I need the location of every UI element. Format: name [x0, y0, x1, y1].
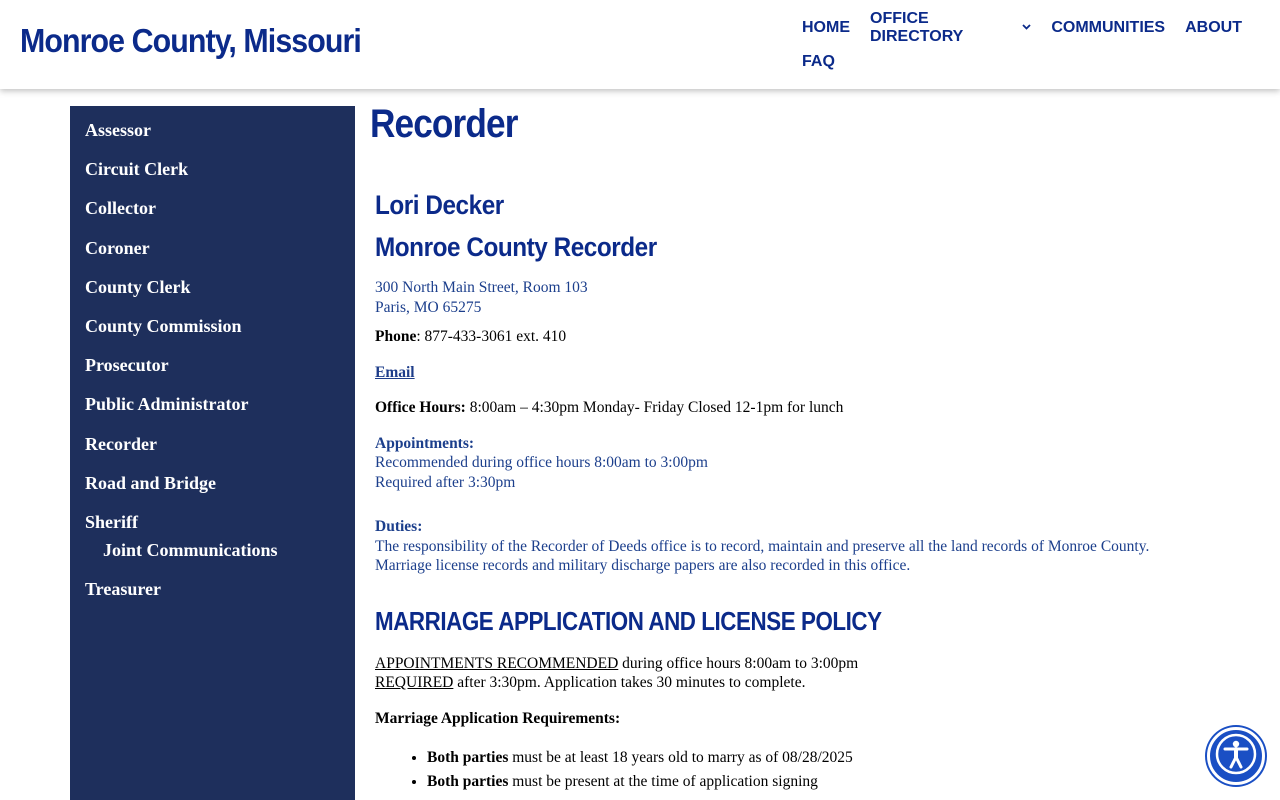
chevron-down-icon [1022, 22, 1031, 33]
sidebar-item-public-administrator[interactable]: Public Administrator [85, 394, 249, 415]
policy-appointments-text: during office hours 8:00am to 3:00pm [618, 654, 859, 672]
sidebar-subitem-joint-communications[interactable]: Joint Communications [103, 539, 278, 560]
office-hours-line [375, 398, 1150, 418]
email-link[interactable]: Email [375, 363, 415, 381]
sidebar-item-prosecutor[interactable]: Prosecutor [85, 355, 169, 376]
duties-text: The responsibility of the Recorder of Deeds office is to record, maintain and preserve all the land records of Monroe County. Marriage license records and military discharge papers are also recorded in this office. [375, 537, 1150, 574]
office-list [70, 106, 355, 616]
sidebar-item-sheriff[interactable]: Sheriff [85, 511, 138, 532]
appointments-label: Appointments: [375, 434, 475, 452]
address-line-2: Paris, MO 65275 [375, 298, 482, 316]
policy-heading: MARRIAGE APPLICATION AND LICENSE POLICY [375, 605, 882, 636]
nav-office-directory-label: OFFICE DIRECTORY [870, 10, 964, 45]
requirements-label: Marriage Application Requirements: [375, 709, 621, 727]
official-role: Monroe County Recorder [375, 232, 657, 262]
accessibility-button[interactable] [1207, 727, 1265, 785]
appointments-line-2: Required after 3:30pm [375, 473, 516, 491]
office-hours-label: Office Hours: [375, 399, 466, 416]
accessibility-icon [1214, 732, 1258, 781]
nav-home[interactable]: HOME [802, 19, 850, 36]
nav-office-directory[interactable] [870, 10, 1031, 46]
site-title-link[interactable]: Monroe County, Missouri [20, 22, 361, 59]
sidebar-item-coroner[interactable]: Coroner [85, 237, 150, 258]
nav-faq[interactable]: FAQ [802, 53, 835, 70]
nav-communities[interactable]: COMMUNITIES [1051, 19, 1166, 36]
sidebar-item-assessor[interactable]: Assessor [85, 120, 151, 140]
main-content [370, 100, 1150, 794]
policy-appointments-line [375, 654, 1150, 674]
list-item: • Both parties must be at least 18 years old to marry as of 08/28/2025 [427, 746, 1150, 770]
official-name: Lori Decker [375, 190, 504, 220]
office-content [370, 147, 1150, 794]
office-hours-value: 8:00am – 4:30pm Monday- Friday Closed 12-1pm for lunch [465, 399, 844, 416]
page-title: Recorder [370, 102, 518, 146]
phone-value: : 877-433-3061 ext. 410 [416, 328, 567, 345]
sidebar-item-road-and-bridge[interactable]: Road and Bridge [85, 472, 217, 493]
sidebar-item-county-commission[interactable]: County Commission [85, 315, 242, 336]
sidebar-item-county-clerk[interactable]: County Clerk [85, 276, 191, 297]
policy-required-line [375, 673, 1150, 693]
appointments-line-1: Recommended during office hours 8:00am to 3:00pm [375, 454, 708, 471]
requirements-list [375, 746, 1150, 794]
phone-label: Phone [375, 328, 417, 345]
sidebar-item-circuit-clerk[interactable]: Circuit Clerk [85, 159, 189, 180]
office-sidebar [70, 106, 355, 800]
policy-appointments-label: APPOINTMENTS RECOMMENDED [375, 654, 619, 672]
list-item: • Both parties must be present at the time of application signing [427, 770, 1150, 794]
main-nav [802, 10, 1262, 84]
policy-required-label: REQUIRED [375, 674, 454, 691]
duties-label: Duties: [375, 518, 423, 535]
policy-required-text: after 3:30pm. Application takes 30 minutes to complete. [453, 674, 806, 691]
sidebar-item-recorder[interactable]: Recorder [85, 433, 157, 454]
sidebar-item-collector[interactable]: Collector [85, 198, 156, 219]
sidebar-item-treasurer[interactable]: Treasurer [85, 578, 161, 599]
nav-about[interactable]: ABOUT [1185, 19, 1242, 36]
site-header [0, 0, 1280, 89]
email-line [375, 363, 1150, 383]
phone-line [375, 327, 1150, 347]
address-line-1: 300 North Main Street, Room 103 [375, 279, 588, 296]
